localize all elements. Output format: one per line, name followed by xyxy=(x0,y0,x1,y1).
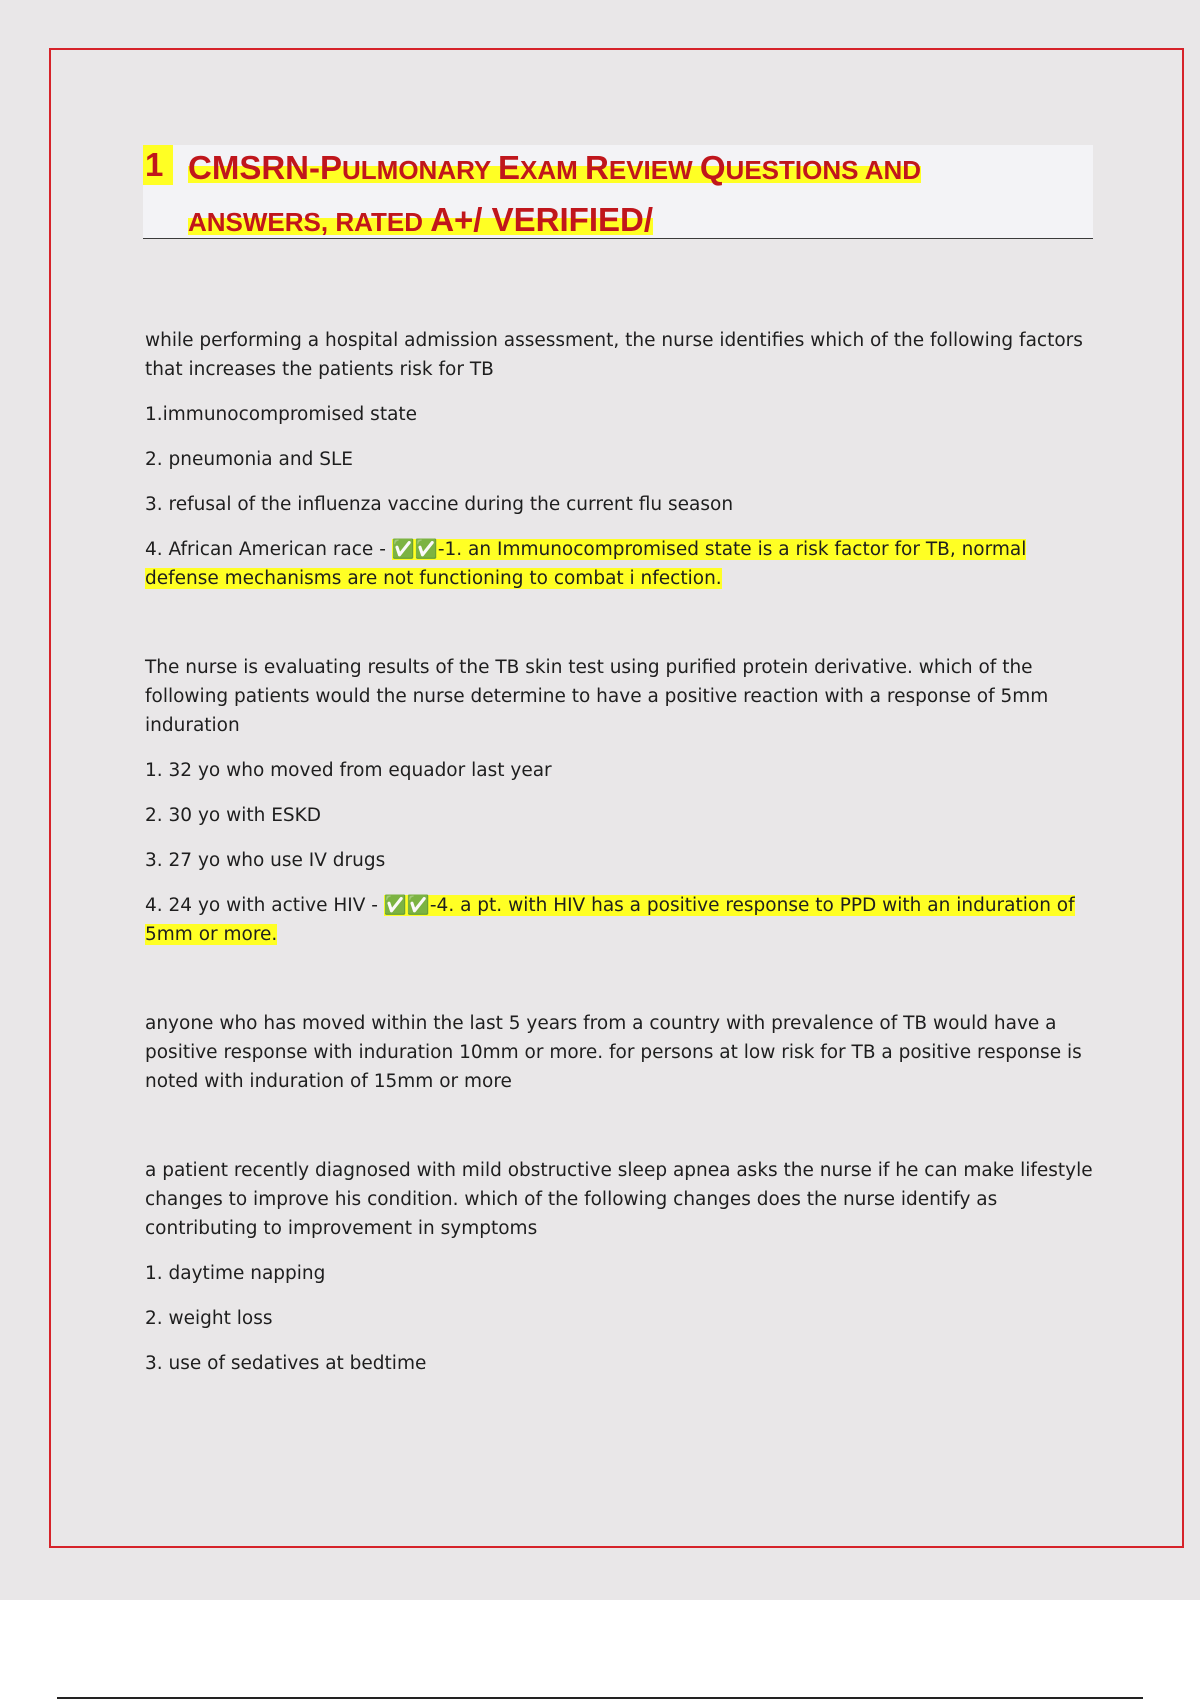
document-body xyxy=(145,326,1095,1378)
q1-answer: ✅✅-1. an Immunocompromised state is a risk factor for TB, normal defense mechanisms are not functioning to combat i nfection. xyxy=(145,539,1027,589)
question-3-text: a patient recently diagnosed with mild obstructive sleep apnea asks the nurse if he can make lifestyle changes to improve his condition. which of the following changes does the nurse identify as contributing to improvement in symptoms xyxy=(145,1160,1093,1239)
q2-option-3: 3. 27 yo who use IV drugs xyxy=(145,850,386,871)
q3-option-3: 3. use of sedatives at bedtime xyxy=(145,1353,427,1374)
document-title-block xyxy=(143,145,1093,239)
q3-option-1: 1. daytime napping xyxy=(145,1263,326,1284)
q1-option-4-with-answer xyxy=(145,535,1095,593)
question-2-text: The nurse is evaluating results of the TB skin test using purified protein derivative. which of the following patients would the nurse determine to have a positive reaction with a response of 5mm induration xyxy=(145,657,1049,736)
q2-option-1: 1. 32 yo who moved from equador last year xyxy=(145,760,552,781)
title-line-2: ANSWERS, RATED A+/ VERIFIED/ xyxy=(188,201,654,238)
title-number: 1 xyxy=(143,145,173,185)
q2-answer: ✅✅-4. a pt. with HIV has a positive response to PPD with an induration of 5mm or more. xyxy=(145,895,1075,945)
q1-option-3: 3. refusal of the influenza vaccine during the current flu season xyxy=(145,494,734,515)
question-1-text: while performing a hospital admission assessment, the nurse identifies which of the following factors that increases the patients risk for TB xyxy=(145,330,1083,380)
next-page-divider xyxy=(57,1697,1143,1699)
q1-option-4: 4. African American race - xyxy=(145,539,392,560)
q3-option-2: 2. weight loss xyxy=(145,1308,273,1329)
q2-option-4-with-answer xyxy=(145,891,1095,949)
q1-option-1: 1.immunocompromised state xyxy=(145,404,418,425)
q2-option-4: 4. 24 yo with active HIV - xyxy=(145,895,384,916)
document-title xyxy=(188,145,1068,249)
q2-option-2: 2. 30 yo with ESKD xyxy=(145,805,322,826)
q1-option-2: 2. pneumonia and SLE xyxy=(145,449,353,470)
title-line-1: CMSRN-PULMONARY EXAM REVIEW QUESTIONS AND xyxy=(188,149,922,186)
tb-note-text: anyone who has moved within the last 5 years from a country with prevalence of TB would have a positive response with induration 10mm or more. for persons at low risk for TB a positive response is noted with induration of 15mm or more xyxy=(145,1013,1082,1092)
